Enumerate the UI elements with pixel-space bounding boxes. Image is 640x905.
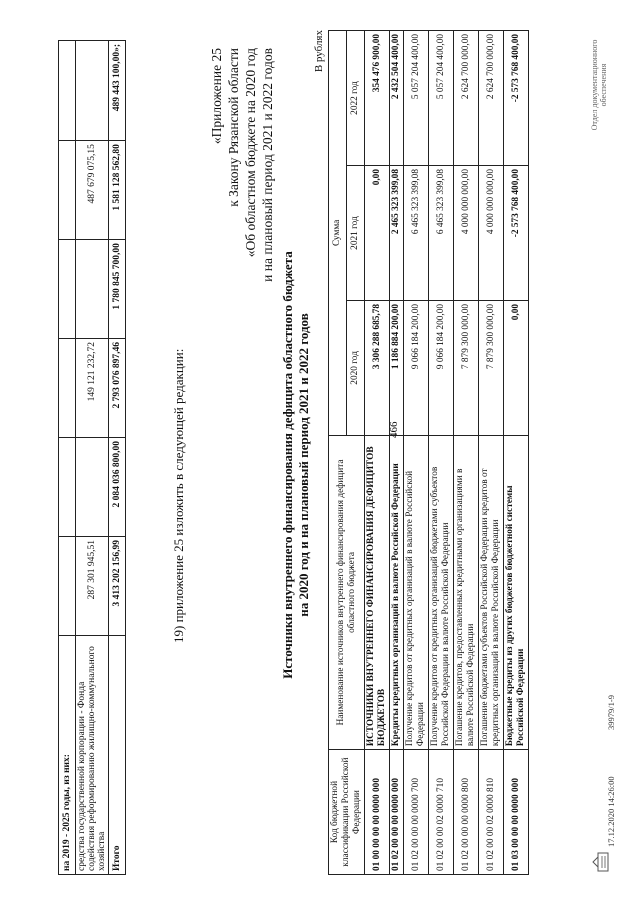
- cell-2020: 1 186 884 200,00: [390, 301, 404, 436]
- table-row: [404, 31, 429, 875]
- cell-2022: 5 057 204 400,00: [429, 31, 454, 166]
- cell-name: Получение кредитов от кредитных организаций в валюте Российской Федерации: [404, 435, 429, 749]
- table-cell: [59, 339, 76, 438]
- document-number: 39979/1-9: [606, 695, 616, 730]
- table-cell: 149 121 232,72: [76, 339, 109, 438]
- table-cell: 1 780 845 700,00: [109, 240, 126, 339]
- table-row: [479, 31, 504, 875]
- table-row: [365, 31, 390, 875]
- financing-sources-table: [328, 30, 529, 875]
- cell-2021: 6 465 323 399,08: [404, 166, 429, 301]
- cell-code: 01 02 00 00 02 0000 810: [479, 750, 504, 875]
- cell-code: 01 02 00 00 00 0000 700: [404, 750, 429, 875]
- cell-2021: 2 465 323 399,08: [390, 166, 404, 301]
- annex-line: и на плановый период 2021 и 2022 годов: [260, 48, 275, 282]
- cell-name: Бюджетные кредиты из других бюджетов бюджетной системы Российской Федерации: [504, 435, 529, 749]
- timestamp: 17.12.2020 14:26:00: [606, 776, 616, 847]
- annex-line: к Закону Рязанской области: [226, 48, 241, 207]
- cell-2021: -2 573 768 400,00: [504, 166, 529, 301]
- table-cell: 1 581 128 562,80: [109, 141, 126, 240]
- cell-2022: 2 432 504 400,00: [390, 31, 404, 166]
- annex-line: «Приложение 25: [209, 48, 224, 145]
- cell-2020: 9 066 184 200,00: [404, 301, 429, 436]
- header-year: 2020 год: [347, 301, 365, 436]
- table-cell: [59, 41, 76, 141]
- cell-name: Получение кредитов от кредитных организаций бюджетами субъектов Российской Федерации в валюте Российской Федерации: [429, 435, 454, 749]
- table-cell: 2 084 036 800,00: [109, 438, 126, 537]
- table-cell: [59, 438, 76, 537]
- cell-2022: -2 573 768 400,00: [504, 31, 529, 166]
- table-cell: 487 679 075,15: [76, 141, 109, 240]
- page-number: 466: [388, 421, 400, 438]
- cell-code: 01 00 00 00 00 0000 000: [365, 750, 390, 875]
- stamp-line: обеспечения: [599, 63, 608, 107]
- cell-2020: 0,00: [504, 301, 529, 436]
- header-code: Код бюджетной классификации Российской Федерации: [329, 750, 365, 875]
- cell-2021: 6 465 323 399,08: [429, 166, 454, 301]
- table-cell: [59, 141, 76, 240]
- table-cell: [59, 537, 76, 636]
- table-row: [454, 31, 479, 875]
- cell-2020: 9 066 184 200,00: [429, 301, 454, 436]
- annex-title: [208, 48, 276, 348]
- cell-2022: 2 624 700 000,00: [479, 31, 504, 166]
- table-cell: 489 443 100,00»;: [109, 41, 126, 141]
- table-row: [76, 41, 109, 875]
- annex-line: «Об областном бюджете на 2020 год: [243, 48, 258, 258]
- cell-2021: 4 000 000 000,00: [479, 166, 504, 301]
- header-year: 2022 год: [347, 31, 365, 166]
- amendment-instruction: 19) приложение 25 изложить в следующей редакции:: [171, 348, 186, 643]
- table-cell: Итого: [109, 636, 126, 875]
- cell-code: 01 02 00 00 02 0000 710: [429, 750, 454, 875]
- cell-name: Погашение кредитов, предоставленных кредитными организациями в валюте Российской Федерации: [454, 435, 479, 749]
- cell-2022: 354 476 900,00: [365, 31, 390, 166]
- heading-line: на 2020 год и на плановый период 2021 и 2022 годов: [296, 313, 311, 617]
- table-cell: [59, 240, 76, 339]
- header-name: Наименование источников внутреннего финансирования дефицита областного бюджета: [329, 435, 365, 749]
- table-cell: [76, 240, 109, 339]
- table-row: [504, 31, 529, 875]
- table-cell: [76, 438, 109, 537]
- carried-over-table: [58, 40, 126, 875]
- department-stamp: [590, 35, 608, 135]
- cell-code: 01 02 00 00 00 0000 800: [454, 750, 479, 875]
- cell-name: Погашение бюджетами субъектов Российской Федерации кредитов от кредитных организаций в валюте Российской Федерации: [479, 435, 504, 749]
- registry-stamp-icon: [590, 851, 612, 873]
- cell-code: 01 03 00 00 00 0000 000: [504, 750, 529, 875]
- table-header-row: [329, 31, 347, 875]
- stamp-line: Отдел документационного: [590, 39, 599, 131]
- document-heading: [280, 185, 312, 745]
- cell-2020: 3 306 288 685,78: [365, 301, 390, 436]
- cell-2021: 0,00: [365, 166, 390, 301]
- cell-2020: 7 879 300 000,00: [479, 301, 504, 436]
- table-cell: 3 413 202 156,99: [109, 537, 126, 636]
- table-cell: 287 301 945,51: [76, 537, 109, 636]
- header-year: 2021 год: [347, 166, 365, 301]
- table-row: [390, 31, 404, 875]
- cell-2020: 7 879 300 000,00: [454, 301, 479, 436]
- table-row: [59, 41, 76, 875]
- cell-name: ИСТОЧНИКИ ВНУТРЕННЕГО ФИНАНСИРОВАНИЯ ДЕФИЦИТОВ БЮДЖЕТОВ: [365, 435, 390, 749]
- rotated-content: [58, 30, 618, 875]
- table-cell: 2 793 076 897,46: [109, 339, 126, 438]
- cell-name: Кредиты кредитных организаций в валюте Российской Федерации: [390, 435, 404, 749]
- cell-code: 01 02 00 00 00 0000 000: [390, 750, 404, 875]
- cell-2022: 2 624 700 000,00: [454, 31, 479, 166]
- table-cell: [76, 41, 109, 141]
- table-row: [429, 31, 454, 875]
- table-cell: на 2019 - 2025 годы, из них:: [59, 636, 76, 875]
- cell-2021: 4 000 000 000,00: [454, 166, 479, 301]
- table-cell: средства государственной корпорации - Фонда содействия реформированию жилищно-коммунального хозяйства: [76, 636, 109, 875]
- cell-2022: 5 057 204 400,00: [404, 31, 429, 166]
- table-row-total: [109, 41, 126, 875]
- header-sum: Сумма: [329, 31, 347, 436]
- currency-note: В рублях: [313, 30, 325, 73]
- heading-line: Источники внутреннего финансирования дефицита областного бюджета: [280, 251, 295, 679]
